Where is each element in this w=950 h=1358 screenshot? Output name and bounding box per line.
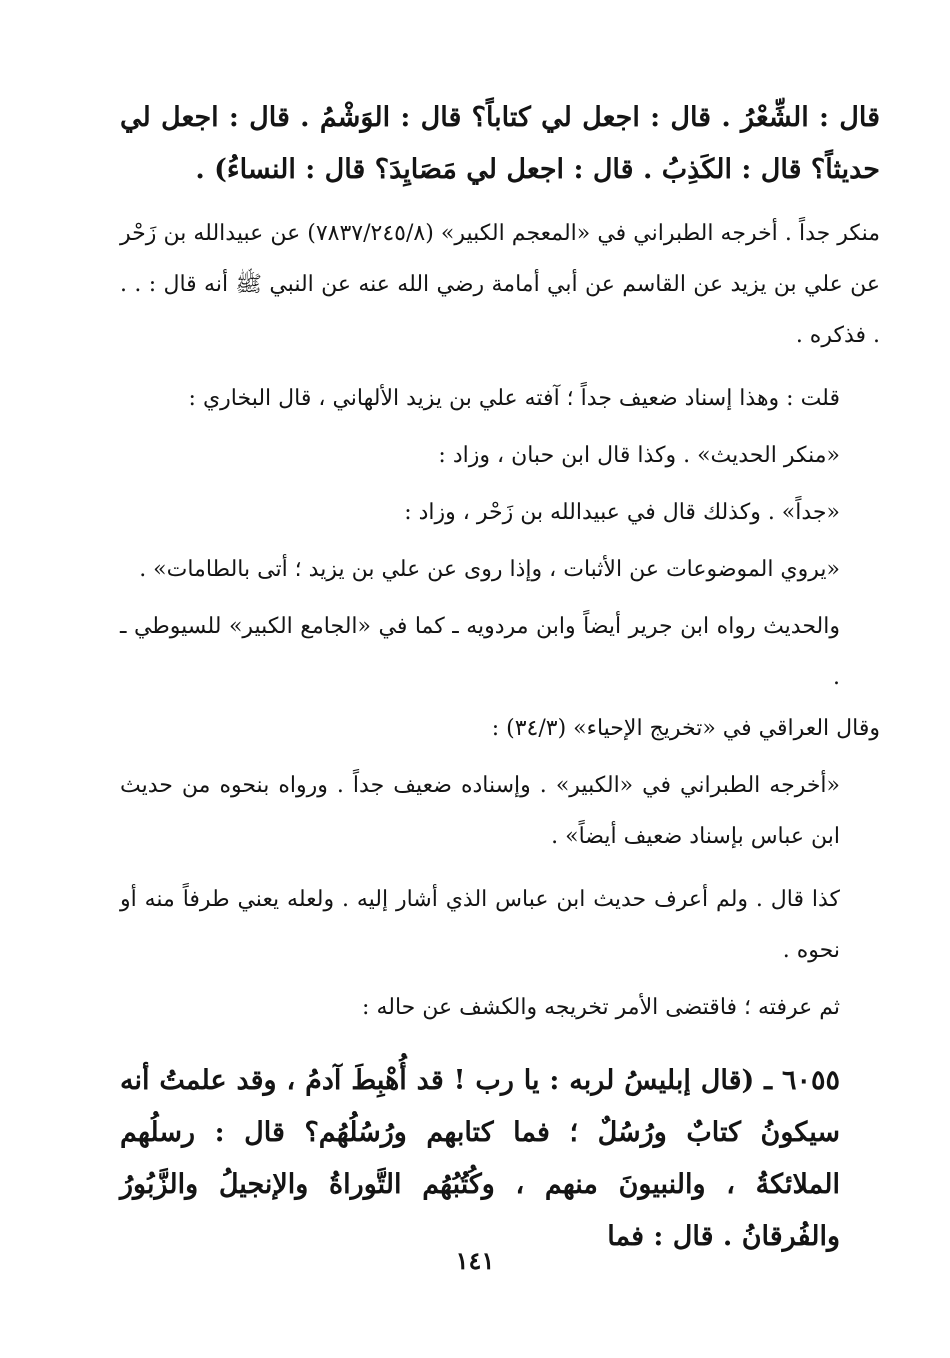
paragraph-ibn-abbas: كذا قال . ولم أعرف حديث ابن عباس الذي أشار إليه . ولعله يعني طرفاً منه أو نحوه . <box>120 887 840 963</box>
comment-paragraph-isnad: قلت : وهذا إسناد ضعيف جداً ؛ آفته علي بن يزيد الألهاني ، قال البخاري : <box>188 386 840 411</box>
paragraph-iraqi: وقال العراقي في «تخريج الإحياء» (٣٤/٣) : <box>491 716 880 741</box>
book-page <box>120 92 880 1263</box>
paragraph-takhrij-intro: ثم عرفته ؛ فاقتضى الأمر تخريجه والكشف عن حاله : <box>362 995 840 1020</box>
hadith-text-continuation: قال : الشِّعْرُ . قال : اجعل لي كتاباً؟ قال : الوَشْمُ . قال : اجعل لي حديثاً؟ قال : الكَذِبُ . قال : اجعل لي مَصَايِدَ؟ قال : النساءُ) . <box>120 102 880 185</box>
quote-bukhari: «منكر الحديث» . وكذا قال ابن حبان ، وزاد : <box>438 443 840 468</box>
quote-iraqi: «أخرجه الطبراني في «الكبير» . وإسناده ضعيف جداً . ورواه بنحوه من حديث ابن عباس بإسناد ضعيف أيضاً» . <box>120 773 840 849</box>
paragraph-ibn-jarir: والحديث رواه ابن جرير أيضاً وابن مردويه ـ كما في «الجامع الكبير» للسيوطي ـ . <box>120 614 840 690</box>
page-number: ١٤١ <box>455 1246 495 1275</box>
takhrij-paragraph: منكر جداً . أخرجه الطبراني في «المعجم الكبير» (٧٨٣٧/٢٤٥/٨) عن عبيدالله بن زَحْر عن علي بن يزيد عن القاسم عن أبي أمامة رضي الله عنه عن النبي ﷺ أنه قال : . . . فذكره . <box>120 221 880 348</box>
quote-ibn-hibban: «جداً» . وكذلك قال في عبيدالله بن زَحْر ، وزاد : <box>404 500 840 525</box>
hadith-6055: ٦٠٥٥ ـ (قال إبليسُ لربه : يا رب ! قد أُهْبِطَ آدمُ ، وقد علمتُ أنه سيكونُ كتابٌ ورُسُلٌ ؛ فما كتابهم ورُسُلُهُم؟ قال : رسلُهم الملائكةُ ، والنبيونَ منهم ، وكُتُبُهُم التَّوراةُ والإنجيلُ والزَّبُورُ والفُرقانُ . قال : فما <box>120 1065 840 1252</box>
quote-mawduat: «يروي الموضوعات عن الأثبات ، وإذا روى عن علي بن يزيد ؛ أتى بالطامات» . <box>139 557 840 582</box>
